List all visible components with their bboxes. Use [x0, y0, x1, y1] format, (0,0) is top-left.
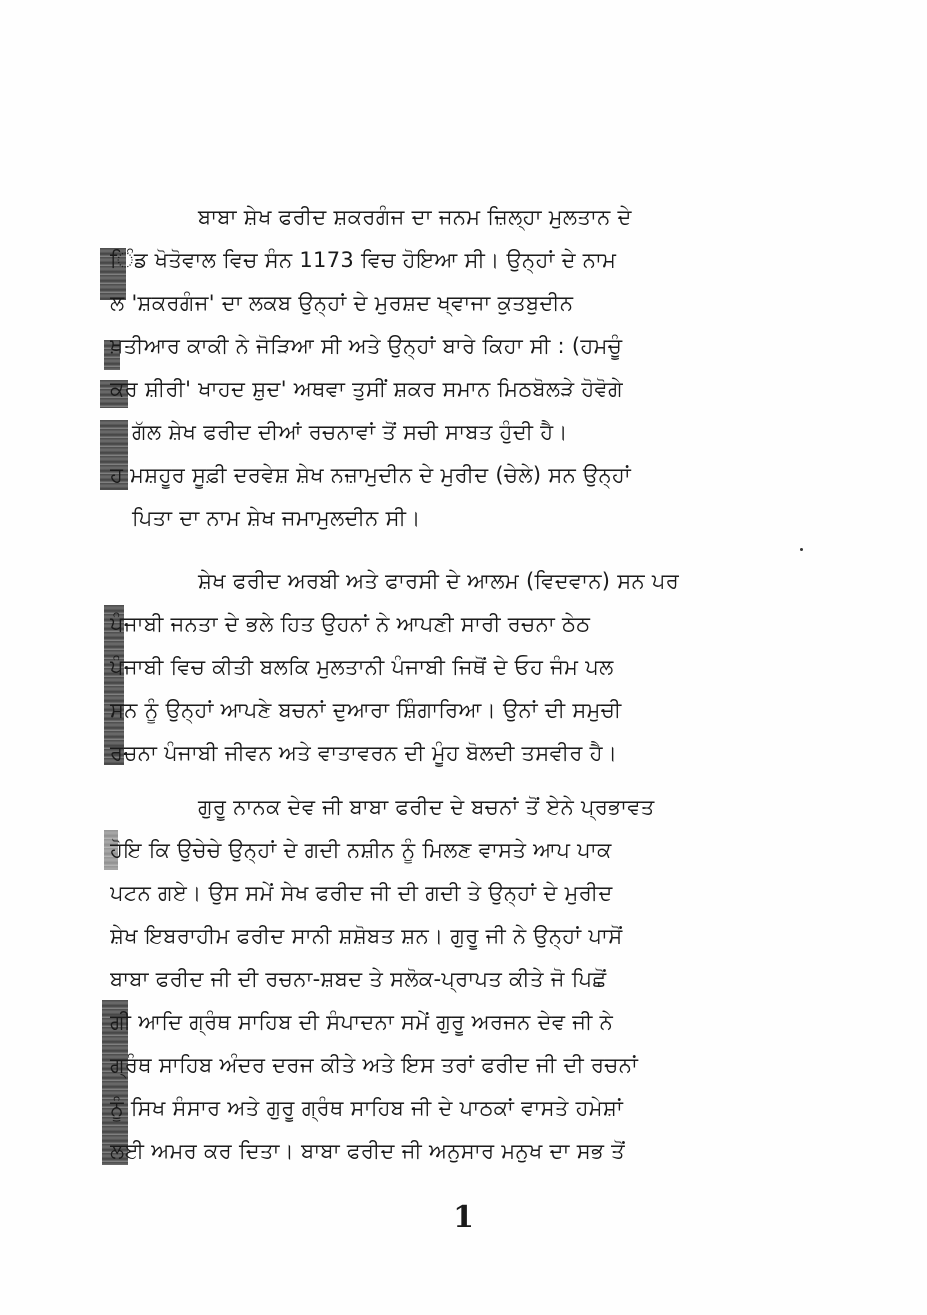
text-line: ਸਨ ਨੂੰ ਉਨ੍ਹਾਂ ਆਪਣੇ ਬਚਨਾਂ ਦੁਆਰਾ ਸ਼ਿੰਗਾਰਿਆ। ਉਨਾਂ ਦੀ ਸਮੁਚੀ	[110, 698, 622, 722]
text-line: ਹੋਇ ਕਿ ਉਚੇਚੇ ਉਨ੍ਹਾਂ ਦੇ ਗਦੀ ਨਸ਼ੀਨ ਨੂੰ ਮਿਲਣ ਵਾਸਤੇ ਆਪ ਪਾਕ	[110, 838, 612, 862]
text-line: ਪਿਤਾ ਦਾ ਨਾਮ ਸ਼ੇਖ ਜਮਾਮੁਲਦੀਨ ਸੀ।	[132, 506, 421, 530]
paragraph-2	[110, 560, 820, 775]
text-line: ਲ 'ਸ਼ਕਰਗੰਜ' ਦਾ ਲਕਬ ਉਨ੍ਹਾਂ ਦੇ ਮੁਰਸ਼ਦ ਖ੍ਵਾਜਾ ਕੁਤਬੁਦੀਨ	[110, 291, 574, 315]
text-line: ਬਾਬਾ ਫਰੀਦ ਜੀ ਦੀ ਰਚਨਾ-ਸ਼ਬਦ ਤੇ ਸਲੋਕ-ਪ੍ਰਾਪਤ ਕੀਤੇ ਜੋ ਪਿਛੋਂ	[110, 967, 607, 991]
paragraph-1	[110, 196, 820, 540]
text-line: ਗੁਰੂ ਨਾਨਕ ਦੇਵ ਜੀ ਬਾਬਾ ਫਰੀਦ ਦੇ ਬਚਨਾਂ ਤੋਂ ਏਨੇ ਪ੍ਰਭਾਵਤ	[198, 795, 655, 819]
text-line: ਪੰਜਾਬੀ ਵਿਚ ਕੀਤੀ ਬਲਕਿ ਮੁਲਤਾਨੀ ਪੰਜਾਬੀ ਜਿਥੋਂ ਦੇ ਓਹ ਜੰਮ ਪਲ	[110, 655, 614, 679]
text-line: ਸ਼ੇਖ ਇਬਰਾਹੀਮ ਫਰੀਦ ਸਾਨੀ ਸ਼ਸ਼ੋਬਤ ਸ਼ਨ। ਗੁਰੂ ਜੀ ਨੇ ਉਨ੍ਹਾਂ ਪਾਸੋਂ	[110, 924, 623, 948]
text-line: ਗ੍ਰੰਥ ਸਾਹਿਬ ਅੰਦਰ ਦਰਜ ਕੀਤੇ ਅਤੇ ਇਸ ਤਰਾਂ ਫਰੀਦ ਜੀ ਦੀ ਰਚਨਾਂ	[110, 1053, 639, 1077]
text-line: ਪਟਨ ਗਏ। ਉਸ ਸਮੇਂ ਸੇਖ ਫਰੀਦ ਜੀ ਦੀ ਗਦੀ ਤੇ ਉਨ੍ਹਾਂ ਦੇ ਮੁਰੀਦ	[110, 881, 613, 905]
text-line: ਿੰਡ ਖੋਤੋਵਾਲ ਵਿਚ ਸੰਨ 1173 ਵਿਚ ਹੋਇਆ ਸੀ। ਉਨ੍ਹਾਂ ਦੇ ਨਾਮ	[110, 248, 617, 272]
text-line: ਬਾਬਾ ਸ਼ੇਖ ਫਰੀਦ ਸ਼ਕਰਗੰਜ ਦਾ ਜਨਮ ਜ਼ਿਲ੍ਹਾ ਮੁਲਤਾਨ ਦੇ	[198, 205, 632, 229]
text-line: ਗੱਲ ਸ਼ੇਖ ਫਰੀਦ ਦੀਆਂ ਰਚਨਾਵਾਂ ਤੋਂ ਸਚੀ ਸਾਬਤ ਹੁੰਦੀ ਹੈ।	[132, 420, 568, 444]
text-line: ਸ਼ੇਖ ਫਰੀਦ ਅਰਬੀ ਅਤੇ ਫਾਰਸੀ ਦੇ ਆਲਮ (ਵਿਦਵਾਨ) ਸਨ ਪਰ	[198, 569, 680, 593]
paragraph-3	[110, 786, 820, 1173]
text-line: ਖ਼ਤੀਆਰ ਕਾਕੀ ਨੇ ਜੋੜਿਆ ਸੀ ਅਤੇ ਉਨ੍ਹਾਂ ਬਾਰੇ ਕਿਹਾ ਸੀ : (ਹਮਚੂੰ	[110, 334, 623, 358]
scan-speck	[800, 548, 803, 551]
text-line: ਗੀ ਆਦਿ ਗ੍ਰੰਥ ਸਾਹਿਬ ਦੀ ਸੰਪਾਦਨਾ ਸਮੇਂ ਗੁਰੂ ਅਰਜਨ ਦੇਵ ਜੀ ਨੇ	[110, 1010, 614, 1034]
text-line: ਪੰਜਾਬੀ ਜਨਤਾ ਦੇ ਭਲੇ ਹਿਤ ਉਹਨਾਂ ਨੇ ਆਪਣੀ ਸਾਰੀ ਰਚਨਾ ਠੇਠ	[110, 612, 591, 636]
text-line: ਰਚਨਾ ਪੰਜਾਬੀ ਜੀਵਨ ਅਤੇ ਵਾਤਾਵਰਨ ਦੀ ਮੂੰਹ ਬੋਲਦੀ ਤਸਵੀਰ ਹੈ।	[110, 741, 618, 765]
text-line: ਲਈ ਅਮਰ ਕਰ ਦਿਤਾ। ਬਾਬਾ ਫਰੀਦ ਜੀ ਅਨੁਸਾਰ ਮਨੁਖ ਦਾ ਸਭ ਤੋਂ	[110, 1139, 625, 1163]
text-line: ਨੂੰ ਸਿਖ ਸੰਸਾਰ ਅਤੇ ਗੁਰੂ ਗ੍ਰੰਥ ਸਾਹਿਬ ਜੀ ਦੇ ਪਾਠਕਾਂ ਵਾਸਤੇ ਹਮੇਸ਼ਾਂ	[110, 1096, 624, 1120]
text-line: ਕਰ ਸ਼ੀਰੀ' ਖਾਹਦ ਸ਼ੁਦ' ਅਥਵਾ ਤੁਸੀਂ ਸ਼ਕਰ ਸਮਾਨ ਮਿਠਬੋਲੜੇ ਹੋਵੋਗੇ	[110, 377, 623, 401]
text-line: ਹ ਮਸ਼ਹੂਰ ਸੂਫ਼ੀ ਦਰਵੇਸ਼ ਸ਼ੇਖ ਨਜ਼ਾਮੁਦੀਨ ਦੇ ਮੁਰੀਦ (ਚੇਲੇ) ਸਨ ਉਨ੍ਹਾਂ	[110, 463, 632, 487]
page-number: 1	[453, 1200, 474, 1235]
